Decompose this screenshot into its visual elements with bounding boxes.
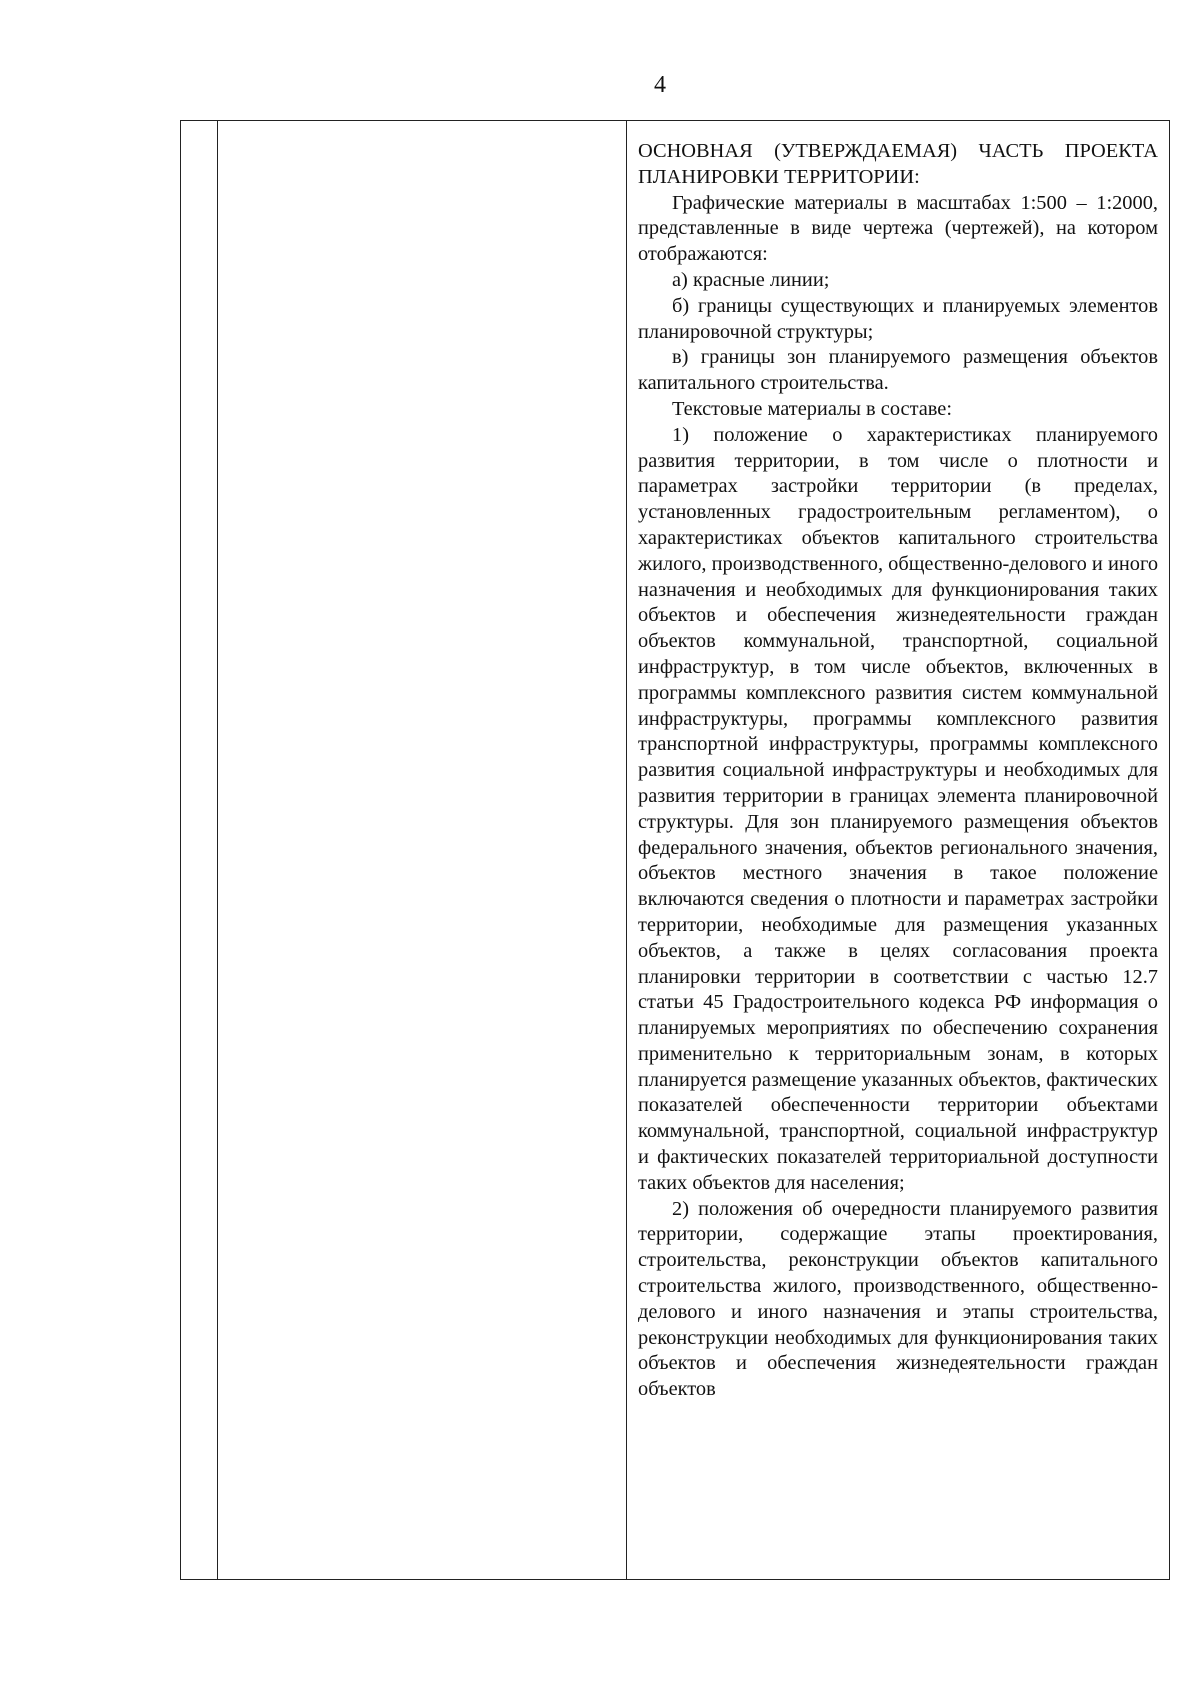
section-heading: ОСНОВНАЯ (УТВЕРЖДАЕМАЯ) ЧАСТЬ ПРОЕКТА ПЛАНИРОВКИ ТЕРРИТОРИИ:	[638, 140, 1158, 188]
paragraph: б) границы существующих и планируемых элементов планировочной структуры;	[638, 294, 1158, 343]
table-text-cell	[638, 139, 1158, 1403]
paragraph: Текстовые материалы в составе:	[672, 397, 953, 420]
paragraph: 2) положения об очередности планируемого развития территории, содержащие этапы проектирования, строительства, реконструкции объектов капитального строительства жилого, производственного, общественно-делового и иного назначения и этапы строительства, реконструкции необходимых для функционирования таких объектов и обеспечения жизнедеятельности граждан объектов	[638, 1197, 1158, 1401]
document-table	[180, 120, 1170, 1580]
page-number: 4	[654, 72, 666, 98]
table-column-divider	[626, 121, 627, 1579]
paragraph: Графические материалы в масштабах 1:500 – 1:2000, представленные в виде чертежа (чертежей), на котором отображаются:	[638, 191, 1158, 266]
paragraph: а) красные линии;	[672, 268, 830, 291]
paragraph: 1) положение о характеристиках планируемого развития территории, в том числе о плотности и параметрах застройки территории (в пределах, установленных градостроительным регламентом), о характеристиках объектов капитального строительства жилого, производственного, общественно-делового и иного назначения и необходимых для функционирования таких объектов и обеспечения жизнедеятельности граждан объектов коммунальной, транспортной, социальной инфраструктур, в том числе объектов, включенных в программы комплексного развития систем коммунальной инфраструктуры, программы комплексного развития транспортной инфраструктуры, программы комплексного развития социальной инфраструктуры и необходимых для развития территории в границах элемента планировочной структуры. Для зон планируемого размещения объектов федерального значения, объектов регионального значения, объектов местного значения в такое положение включаются сведения о плотности и параметрах застройки территории, необходимые для размещения указанных объектов, а также в целях согласования проекта планировки территории в соответствии с частью 12.7 статьи 45 Градостроительного кодекса РФ информация о планируемых мероприятиях по обеспечению сохранения применительно к территориальным зонам, в которых планируется размещение указанных объектов, фактических показателей обеспеченности территории объектами коммунальной, транспортной, социальной инфраструктур и фактических показателей территориальной доступности таких объектов для населения;	[638, 423, 1159, 1194]
paragraph: в) границы зон планируемого размещения объектов капитального строительства.	[638, 346, 1158, 395]
table-column-divider	[217, 121, 218, 1579]
